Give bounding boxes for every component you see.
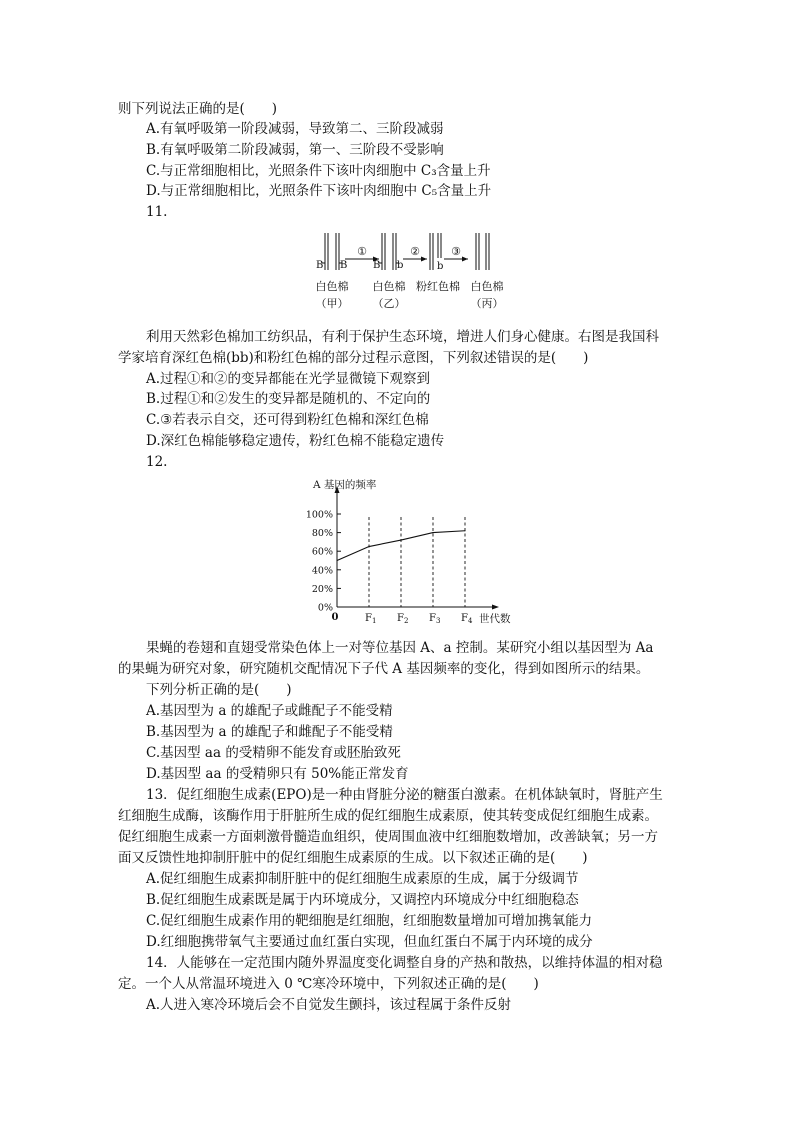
process-2-label: ② <box>410 245 420 258</box>
q11-option-c: C.③若表示自交，还可得到粉红色棉和深红色棉 <box>146 412 429 428</box>
q13-stem-3: 促红细胞生成素一方面刺激骨髓造血组织，使周围血液中红细胞数增加，改善缺氧；另一方 <box>118 829 658 845</box>
gene-label: b <box>397 260 404 271</box>
y-tick-label: 20% <box>311 583 333 595</box>
q11-stem-1: 利用天然彩色棉加工纺织品，有利于保护生态环境，增进人们身心健康。右图是我国科 <box>146 329 659 345</box>
gene-label: B <box>373 260 381 271</box>
q12-option-b: B.基因型为 a 的雄配子和雌配子不能受精 <box>146 724 393 740</box>
q12-stem-3: 下列分析正确的是( ) <box>146 682 292 698</box>
q12-option-a: A.基因型为 a 的雄配子或雌配子不能受精 <box>146 703 393 719</box>
gene-label: b <box>437 261 444 272</box>
x-tick-label: $F_3$ <box>429 613 441 625</box>
q11-option-b: B.过程①和②发生的变异都是随机的、不定向的 <box>146 391 431 407</box>
q13-stem-4: 面又反馈性地抑制肝脏中的促红细胞生成素原的生成。以下叙述正确的是( ) <box>118 850 588 866</box>
frequency-data-point <box>464 530 465 531</box>
frequency-data-point <box>432 532 433 533</box>
cotton-sublabel: （甲） <box>315 297 349 310</box>
process-1-label: ① <box>357 245 367 258</box>
q13-option-d: D.红细胞携带氧气主要通过血红蛋白实现，但血红蛋白不属于内环境的成分 <box>146 934 593 950</box>
gene-label: B <box>316 260 324 271</box>
q12-number: 12. <box>146 454 168 470</box>
y-tick-label: 0% <box>317 602 333 614</box>
y-axis-title: A 基因的频率 <box>313 479 377 491</box>
frequency-data-point <box>400 539 401 540</box>
q10-option-a: A.有氧呼吸第一阶段减弱，导致第二、三阶段减弱 <box>146 121 444 137</box>
q13-option-a: A.促红细胞生成素抑制肝脏中的促红细胞生成素原的生成，属于分级调节 <box>146 871 579 887</box>
frequency-data-point <box>368 546 369 547</box>
q12-stem-2: 的果蝇为研究对象，研究随机交配情况下子代 A 基因频率的变化，得到如图所示的结果。 <box>118 661 650 677</box>
q10-option-d: D.与正常细胞相比，光照条件下该叶肉细胞中 C₅含量上升 <box>146 183 492 199</box>
q13-stem-1: 13．促红细胞生成素(EPO)是一种由肾脏分泌的糖蛋白激素。在机体缺氧时，肾脏产生 <box>146 787 663 803</box>
x-tick-label: $F_2$ <box>397 613 409 625</box>
q11-option-a: A.过程①和②的变异都能在光学显微镜下观察到 <box>146 371 431 387</box>
cotton-label: 白色棉 <box>315 280 349 293</box>
allele-frequency-chart <box>305 474 525 629</box>
process-3-label: ③ <box>451 245 461 258</box>
gene-label: B <box>340 260 348 271</box>
cotton-sublabel: （乙） <box>372 297 406 310</box>
cotton-label: 粉红色棉 <box>416 280 460 293</box>
q11-chromosome-diagram <box>300 228 520 313</box>
q14-option-a: A.人进入寒冷环境后会不自觉发生颤抖，该过程属于条件反射 <box>146 997 512 1013</box>
q11-number: 11. <box>146 204 168 220</box>
q14-stem-2: 定。一个人从常温环境进入 0 ℃寒冷环境中，下列叙述正确的是( ) <box>118 976 539 992</box>
q14-stem-1: 14．人能够在一定范围内随外界温度变化调整自身的产热和散热，以维持体温的相对稳 <box>146 955 663 971</box>
q12-option-c: C.基因型 aa 的受精卵不能发育或胚胎致死 <box>146 745 401 761</box>
origin-label: 0 <box>331 612 339 623</box>
x-axis-title: 世代数 <box>479 613 511 625</box>
q12-option-d: D.基因型 aa 的受精卵只有 50%能正常发育 <box>146 766 409 782</box>
q11-stem-2: 学家培育深红色棉(bb)和粉红色棉的部分过程示意图，下列叙述错误的是( ) <box>118 350 589 366</box>
q11-option-d: D.深红色棉能够稳定遗传，粉红色棉不能稳定遗传 <box>146 433 445 449</box>
y-tick-label: 100% <box>305 509 333 521</box>
y-tick-label: 60% <box>311 546 333 558</box>
q12-stem-1: 果蝇的卷翅和直翅受常染色体上一对等位基因 A、a 控制。某研究小组以基因型为 Aa <box>146 640 654 656</box>
cotton-label: 白色棉 <box>470 280 504 293</box>
cotton-sublabel: （丙） <box>470 297 504 310</box>
q10-stem: 则下列说法正确的是( ) <box>118 101 278 117</box>
q13-stem-2: 红细胞生成酶，该酶作用于肝脏所生成的促红细胞生成素原，使其转变成促红细胞生成素。 <box>118 808 658 824</box>
q10-option-c: C.与正常细胞相比，光照条件下该叶肉细胞中 C₃含量上升 <box>146 163 491 179</box>
y-tick-label: 80% <box>311 528 333 540</box>
frequency-data-point <box>336 560 337 561</box>
x-tick-label: $F_4$ <box>461 613 473 625</box>
x-tick-label: $F_1$ <box>365 613 377 625</box>
q13-option-b: B.促红细胞生成素既是属于内环境成分，又调控内环境成分中红细胞稳态 <box>146 892 579 908</box>
q13-option-c: C.促红细胞生成素作用的靶细胞是红细胞，红细胞数量增加可增加携氧能力 <box>146 913 593 929</box>
y-tick-label: 40% <box>311 565 333 577</box>
cotton-label: 白色棉 <box>372 280 406 293</box>
q10-option-b: B.有氧呼吸第二阶段减弱，第一、三阶段不受影响 <box>146 142 444 158</box>
